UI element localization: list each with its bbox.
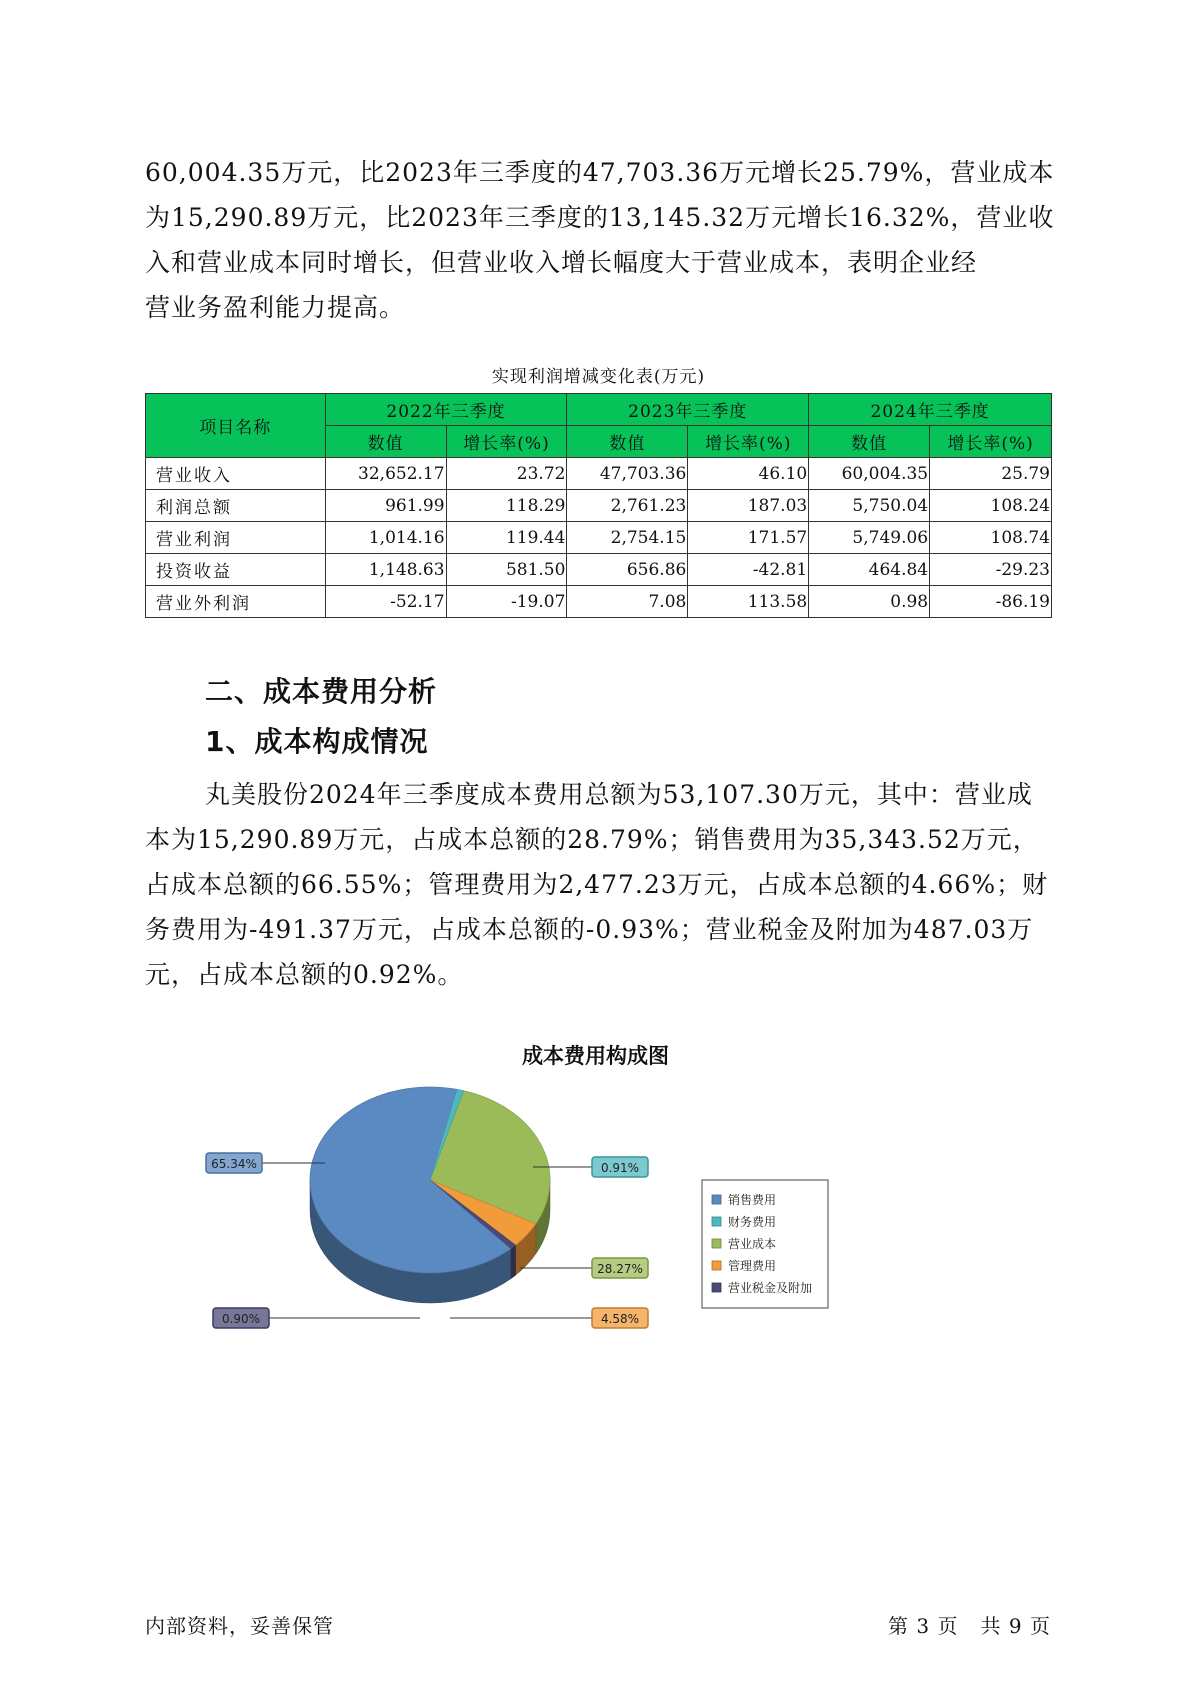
cell-value: 32,652.17: [325, 458, 446, 490]
intro-line: 入和营业成本同时增长，但营业收入增长幅度大于营业成本，表明企业经: [145, 248, 978, 277]
data-label: 4.58%: [600, 1312, 640, 1326]
cell-rate: -29.23: [930, 554, 1052, 586]
legend-swatch: [712, 1239, 721, 1248]
legend-swatch: [712, 1261, 721, 1270]
sub-heading: 1、成本构成情况: [205, 725, 429, 758]
cell-rate: -42.81: [688, 554, 809, 586]
cell-value: 0.98: [809, 586, 930, 618]
data-label: 28.27%: [597, 1262, 643, 1276]
cell-value: 1,014.16: [325, 522, 446, 554]
intro-line: 60,004.35万元，比2023年三季度的47,703.36万元增长25.79%，营业成本: [145, 158, 1055, 187]
cell-rate: 25.79: [930, 458, 1052, 490]
data-label: 0.91%: [600, 1161, 640, 1175]
legend-label: 营业成本: [728, 1237, 777, 1251]
cell-rate: 113.58: [688, 586, 809, 618]
legend-label: 财务费用: [728, 1215, 777, 1229]
legend-swatch: [712, 1195, 721, 1204]
cell-rate: 187.03: [688, 490, 809, 522]
cost-line: 元，占成本总额的0.92%。: [145, 960, 464, 989]
header-year: 2022年三季度: [325, 394, 567, 426]
section-heading: 二、成本费用分析: [205, 675, 438, 708]
footer-left: 内部资料，妥善保管: [145, 1614, 334, 1638]
chart-title: 成本费用构成图: [522, 1044, 669, 1068]
cell-rate: -19.07: [446, 586, 567, 618]
data-label: 0.90%: [221, 1312, 261, 1326]
cell-rate: 581.50: [446, 554, 567, 586]
row-name: 营业收入: [146, 458, 326, 490]
cell-value: 1,148.63: [325, 554, 446, 586]
cell-value: 5,749.06: [809, 522, 930, 554]
header-year: 2023年三季度: [567, 394, 809, 426]
cell-rate: 171.57: [688, 522, 809, 554]
header-rate: 增长率(%): [688, 426, 809, 458]
cell-value: 961.99: [325, 490, 446, 522]
cell-value: 5,750.04: [809, 490, 930, 522]
cell-value: -52.17: [325, 586, 446, 618]
cell-rate: 108.24: [930, 490, 1052, 522]
table-caption: 实现利润增减变化表(万元): [491, 367, 706, 387]
pie-slice-side: [511, 1245, 516, 1279]
intro-line: 为15,290.89万元，比2023年三季度的13,145.32万元增长16.32%，营业收: [145, 203, 1055, 232]
row-name: 利润总额: [146, 490, 326, 522]
cell-rate: 23.72: [446, 458, 567, 490]
legend-label: 销售费用: [728, 1193, 777, 1207]
cell-rate: 118.29: [446, 490, 567, 522]
cell-rate: -86.19: [930, 586, 1052, 618]
header-year: 2024年三季度: [809, 394, 1052, 426]
cell-value: 2,754.15: [567, 522, 688, 554]
legend-swatch: [712, 1283, 721, 1292]
cell-value: 47,703.36: [567, 458, 688, 490]
legend-label: 营业税金及附加: [728, 1281, 813, 1295]
header-value: 数值: [567, 426, 688, 458]
cell-rate: 119.44: [446, 522, 567, 554]
cell-value: 464.84: [809, 554, 930, 586]
cell-value: 60,004.35: [809, 458, 930, 490]
row-name: 营业利润: [146, 522, 326, 554]
cost-line: 丸美股份2024年三季度成本费用总额为53,107.30万元，其中：营业成: [205, 780, 1033, 809]
intro-line: 营业务盈利能力提高。: [145, 293, 406, 322]
cell-rate: 108.74: [930, 522, 1052, 554]
cost-line: 本为15,290.89万元，占成本总额的28.79%；销售费用为35,343.52万元，: [145, 825, 1039, 854]
data-label: 65.34%: [211, 1157, 257, 1171]
cell-value: 2,761.23: [567, 490, 688, 522]
cost-line: 占成本总额的66.55%；管理费用为2,477.23万元，占成本总额的4.66%；财: [145, 870, 1049, 899]
header-rate: 增长率(%): [446, 426, 567, 458]
cost-line: 务费用为-491.37万元，占成本总额的-0.93%；营业税金及附加为487.03万: [145, 915, 1034, 944]
row-name: 投资收益: [146, 554, 326, 586]
cell-rate: 46.10: [688, 458, 809, 490]
header-value: 数值: [325, 426, 446, 458]
cell-value: 7.08: [567, 586, 688, 618]
header-item-name: 项目名称: [146, 394, 326, 458]
header-rate: 增长率(%): [930, 426, 1052, 458]
legend-label: 管理费用: [728, 1259, 777, 1273]
footer-page-number: 第 3 页 共 9 页: [888, 1614, 1051, 1638]
legend-swatch: [712, 1217, 721, 1226]
cell-value: 656.86: [567, 554, 688, 586]
header-value: 数值: [809, 426, 930, 458]
row-name: 营业外利润: [146, 586, 326, 618]
